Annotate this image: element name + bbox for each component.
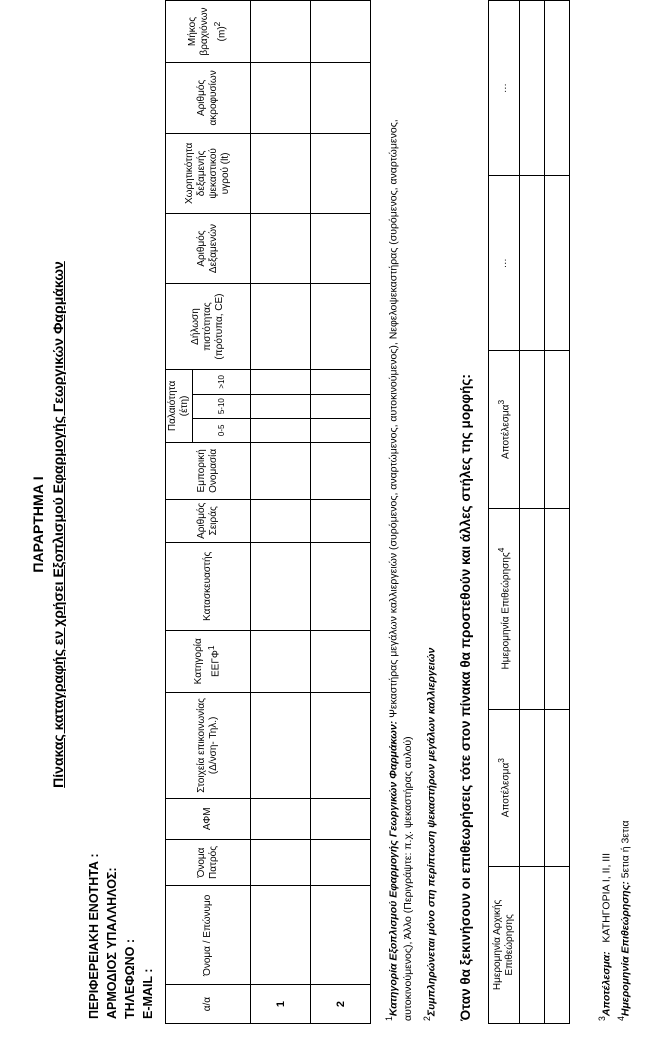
col-ce-header: Δήλωση πιστότητας (πρότυπα, CE) [166, 284, 251, 370]
insp-result-header-2: Αποτέλεσμα$^3$ [489, 351, 520, 508]
phone-label: ΤΗΛΕΦΩΝΟ : [123, 938, 137, 1019]
col-serial-header: Αριθμός Σειράς [166, 499, 251, 542]
equipment-table [165, 0, 371, 1024]
footnote-3: $^3$Αποτέλεσμα: ΚΑΤΗΓΟΡΙΑ Ι, ΙΙ, ΙΙΙ [597, 852, 613, 1021]
col-age-5-10-header: 5-10 [193, 394, 251, 418]
insp-result-header: Αποτέλεσμα$^3$ [489, 709, 520, 866]
col-capacity-header: Χωρητικότητα δεξαμενής ψεκαστικού υγρού (lt) [166, 133, 251, 213]
col-boom-header: Μήκος βραχιόνων $(m)^2$ [166, 1, 251, 63]
region-label: ΠΕΡΙΦΕΡΕΙΑΚΗ ΕΝΟΤΗΤΑ : [87, 853, 101, 1019]
inspection-note: Όταν θα ξεκινήσουν οι επιθεωρήσεις τότε στον πίνακα θα προστεθούν και άλλες στήλες της μορφής: [458, 374, 473, 1021]
col-father-header: Όνομα Πατρός [166, 839, 251, 886]
col-age-header: Παλαιότητα (έτη) [166, 370, 193, 443]
insp-date-header: Ημερομηνία Επιθεώρησης$^4$ [489, 508, 520, 709]
col-tanks-header: Αριθμός Δεξαμενών [166, 214, 251, 284]
row-number: 2 [311, 985, 371, 1024]
col-trade-header: Εμπορική Ονομασία [166, 442, 251, 499]
footnote-4: $^4$Ημερομηνία Επιθεώρησης: 5ετια ή 3ετια [616, 820, 632, 1021]
insp-ellipsis: … [489, 176, 520, 351]
footnote-2: $^2$Συμπληρώνεται μόνο στη περίπτωση ψεκαστήρων μεγάλων καλλιεργειών [422, 647, 438, 1021]
col-nozzles-header: Αριθμός ακροφυσίων [166, 63, 251, 134]
table-row [251, 1, 311, 1024]
row-number: 1 [251, 985, 311, 1024]
footnote-1: $^1$Κατηγορία Εξοπλισμού Εφαρμογής Γεωργικών Φαρμάκων: Ψεκαστήρας μεγάλων καλλιεργειών (συρόμενος, αναρτώμενος, αυτοκινούμενος), Νεφελοψεκαστήρας (συρόμενος, αναρτώμενος, αυτοκινούμενος), Άλλο (Περιγράψτε: π.χ. ψεκαστήρας αυλού) [384, 119, 414, 1021]
col-afm-header: ΑΦΜ [166, 799, 251, 839]
insp-ellipsis: … [489, 1, 520, 176]
insp-initial-date-header: Ημερομηνία Αρχικής Επιθεώρησης [489, 866, 520, 1023]
table-row [311, 1, 371, 1024]
page-subtitle: Πίνακας καταγραφής εν χρήσει Εξοπλισμού Εφαρμογής Γεωργικών Φαρμάκων [50, 261, 66, 788]
col-age-10-header: >10 [193, 370, 251, 395]
email-label: E-MAIL : [141, 968, 155, 1019]
col-age-0-5-header: 0-5 [193, 418, 251, 442]
col-name-header: Όνομα / Επώνυμο [166, 886, 251, 985]
col-contact-header: Στοιχεία επικοινωνίας (Δ/νση- Τηλ.) [166, 692, 251, 798]
col-maker-header: Κατασκευαστής [166, 542, 251, 630]
col-category-header: Κατηγορία ΕΕΓΦ$^1$ [166, 630, 251, 692]
officer-label: ΑΡΜΟΔΙΟΣ ΥΠΑΛΛΗΛΟΣ: [105, 867, 119, 1019]
col-aa-header: α/α [166, 985, 251, 1024]
page-title: ΠΑΡΑΡΤΗΜΑ Ι [30, 476, 46, 573]
inspection-table [488, 0, 570, 1024]
